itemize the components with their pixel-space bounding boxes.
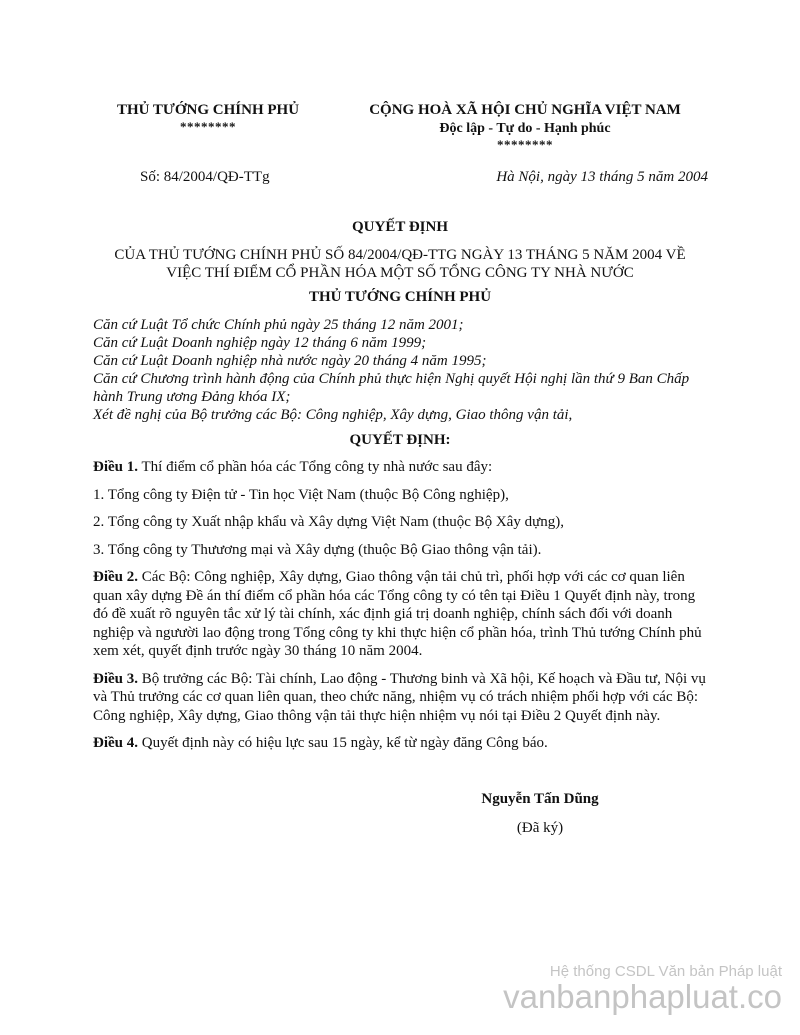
article-1-item: 3. Tổng công ty Thưương mại và Xây dựng (thuộc Bộ Giao thông vận tải).	[93, 541, 542, 558]
issuer-stars: ********	[180, 119, 236, 134]
article-1-item: 2. Tổng công ty Xuất nhập khẩu và Xây dựng Việt Nam (thuộc Bộ Xây dựng),	[93, 514, 564, 530]
national-header	[340, 100, 710, 152]
legal-basis-item: Căn cứ Luật Tổ chức Chính phủ ngày 25 tháng 12 năm 2001;	[93, 317, 464, 333]
article-4-label: Điều 4.	[93, 735, 138, 751]
watermark-line-2: vanbanphapluat.co	[503, 978, 782, 1015]
legal-basis-item: Căn cứ Luật Doanh nghiệp nhà nước ngày 20 tháng 4 năm 1995;	[93, 353, 487, 369]
article-2-label: Điều 2.	[93, 569, 138, 585]
legal-basis-item: Xét đề nghị của Bộ trưởng các Bộ: Công nghiệp, Xây dựng, Giao thông vận tải,	[93, 407, 573, 423]
article-4	[93, 734, 711, 753]
place-date: Hà Nội, ngày 13 tháng 5 năm 2004	[496, 169, 708, 185]
article-2-text: Các Bộ: Công nghiệp, Xây dựng, Giao thông vận tải chủ trì, phối hợp với các cơ quan liên quan xây dựng Đề án thí điểm cổ phần hóa các Tổng công ty có tên tại Điều 1 Quyết định này, trong đó đề xuất rõ nguyên tắc xử lý tài chính, xác định giá trị doanh nghiệp, chính sách đối với doanh nghiệp và ngưười lao động trong Tổng công ty khi thực hiện cổ phần hóa, trình Thủ tướng Chính phủ xem xét, quyết định trước ngày 30 tháng 10 năm 2004.	[93, 569, 702, 659]
signer-name: Nguyễn Tấn Dũng	[481, 791, 599, 807]
article-3-text: Bộ trưởng các Bộ: Tài chính, Lao động - Thương binh và Xã hội, Kế hoạch và Đầu tư, Nội vụ và Thủ trưởng các cơ quan liên quan, theo chức năng, nhiệm vụ có trách nhiệm phối hợp với các Bộ: Công nghiệp, Xây dựng, Giao thông vận tải thực hiện nhiệm vụ nói tại Điều 2 Quyết định này.	[93, 670, 706, 724]
article-1-text: Thí điểm cổ phần hóa các Tổng công ty nhà nước sau đây:	[141, 459, 493, 475]
issuer-name: THỦ TƯỚNG CHÍNH PHỦ	[116, 102, 300, 118]
signed-note: (Đã ký)	[516, 820, 564, 836]
article-1-label: Điều 1.	[93, 459, 138, 475]
article-2	[93, 568, 711, 661]
document-number: Số: 84/2004/QĐ-TTg	[140, 169, 270, 185]
article-3-label: Điều 3.	[93, 670, 138, 687]
document-subject	[80, 246, 720, 282]
legal-bases	[93, 316, 713, 424]
country-name: CỘNG HOÀ XÃ HỘI CHỦ NGHĨA VIỆT NAM	[369, 102, 681, 118]
article-1-item: 1. Tổng công ty Điện tử - Tin học Việt Nam (thuộc Bộ Công nghiệp),	[93, 486, 509, 503]
watermark-line-1: Hệ thống CSDL Văn bản Pháp luật	[549, 963, 782, 980]
document-title: QUYẾT ĐỊNH	[352, 219, 448, 235]
article-4-text: Quyết định này có hiệu lực sau 15 ngày, kể từ ngày đăng Công báo.	[141, 735, 548, 751]
national-motto: Độc lập - Tự do - Hạnh phúc	[439, 121, 611, 136]
subject-line-1: CỦA THỦ TƯỚNG CHÍNH PHỦ SỐ 84/2004/QĐ-TTG NGÀY 13 THÁNG 5 NĂM 2004 VỀ	[114, 247, 686, 263]
issuer-header	[92, 100, 324, 134]
subject-line-2: VIỆC THÍ ĐIỂM CỔ PHẦN HÓA MỘT SỐ TỔNG CÔNG TY NHÀ NƯỚC	[166, 265, 634, 281]
decision-heading: QUYẾT ĐỊNH:	[349, 432, 451, 448]
article-1	[93, 458, 711, 477]
legal-basis-item: Căn cứ Chương trình hành động của Chính phủ thực hiện Nghị quyết Hội nghị lần thứ 9 Ban Chấp hành Trung ương Đảng khóa IX;	[93, 371, 690, 405]
authority-heading: THỦ TƯỚNG CHÍNH PHỦ	[308, 289, 492, 305]
motto-stars: ********	[497, 137, 553, 152]
decision-body	[93, 458, 711, 762]
article-3	[93, 670, 711, 726]
legal-basis-item: Căn cứ Luật Doanh nghiệp ngày 12 tháng 6 năm 1999;	[93, 335, 427, 351]
